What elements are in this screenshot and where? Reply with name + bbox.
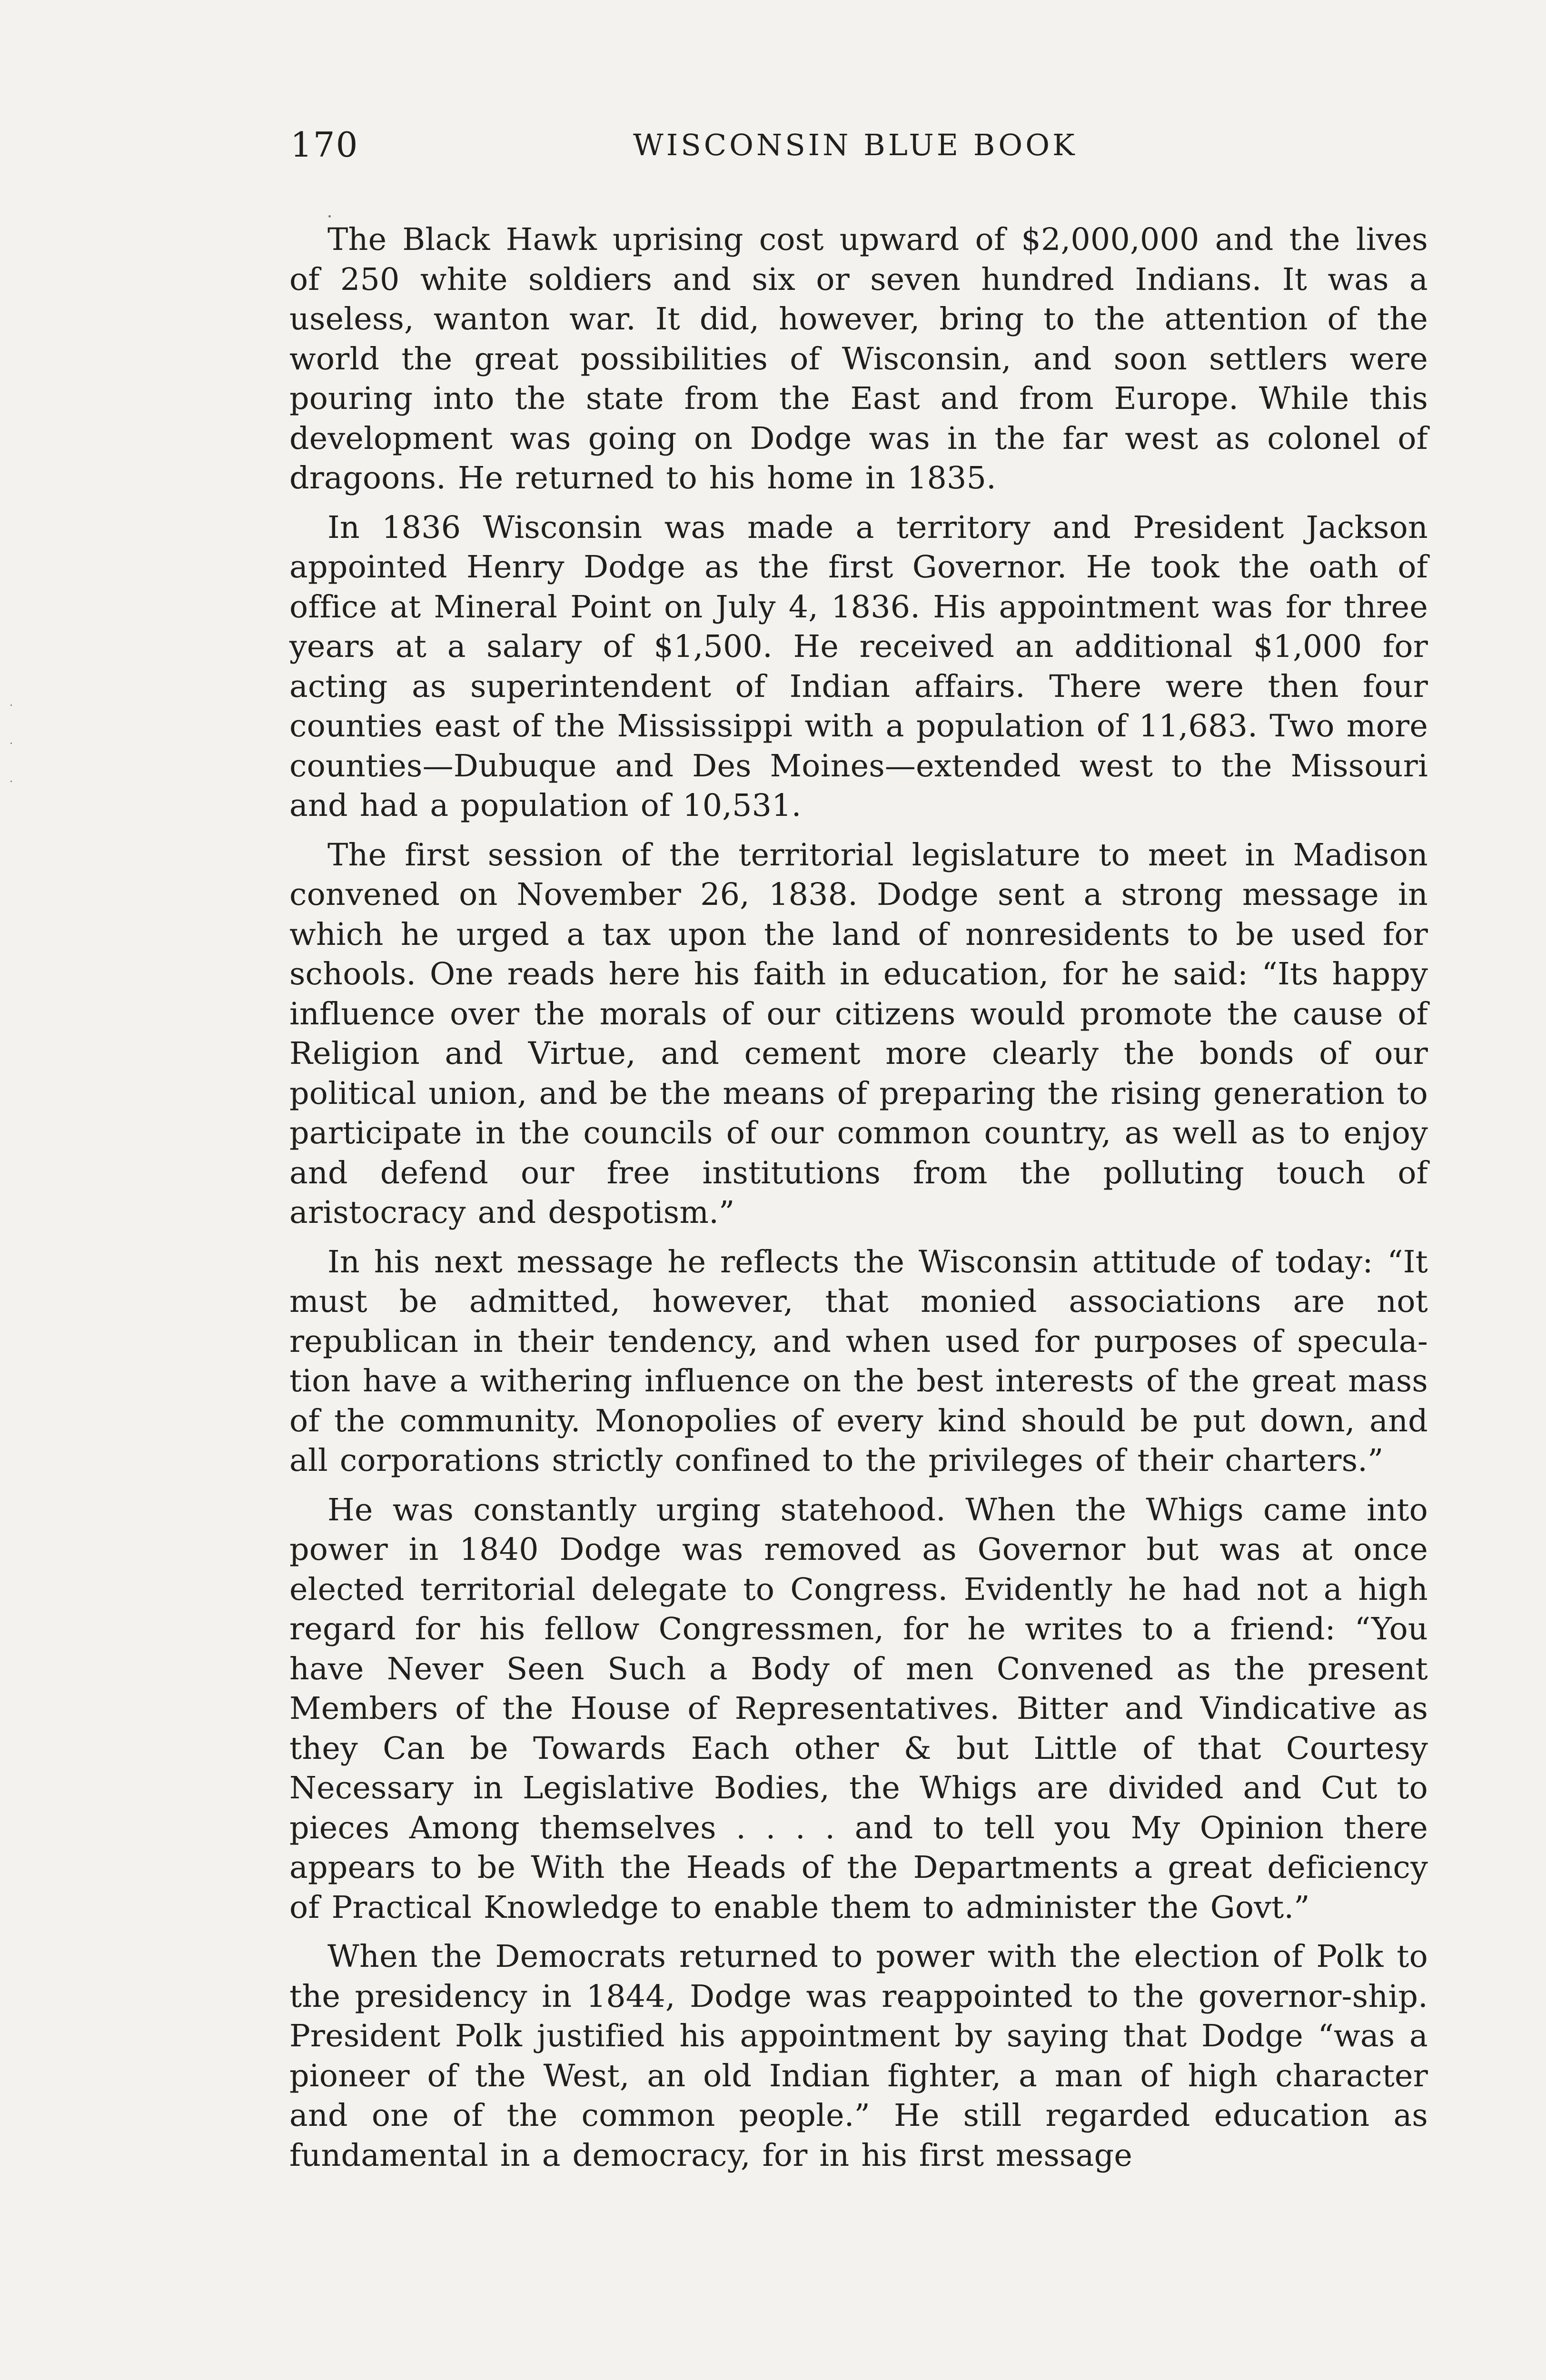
running-title: WISCONSIN BLUE BOOK [633, 128, 1078, 162]
scan-speck [10, 704, 12, 706]
paragraph-black-hawk: The Black Hawk uprising cost upward of $2,000,000 and the lives of 250 white soldiers and six or seven hundred Indians. It was a useless, wanton war. It did, however, bring to the attention of the world the great possibilities of Wisconsin, and soon settlers were pouring into the state from the East and from Europe. While this development was going on Dodge was in the far west as colonel of dragoons. He returned to his home in 1835. [289, 222, 1428, 496]
scan-speck [10, 781, 12, 782]
paragraph-democrats-return: When the Democrats returned to power with the election of Polk to the presidency in 1844, Dodge was reappointed to the governor-ship. President Polk justified his appointment by saying that Dodge “was a pioneer of the West, an old Indian fighter, a man of high character and one of the common people.” He still regarded education as fundamental in a democracy, for in his first message [289, 1939, 1428, 2173]
page-header [290, 125, 1428, 172]
scan-speck [10, 743, 12, 744]
paragraph-next-message: In his next message he reflects the Wisconsin attitude of today: “It must be admitted, however, that monied associations are not republican in their tendency, and when used for purposes of specula-tion have a withering influence on the best interests of the great mass of the community. Monopolies of every kind should be put down, and all corporations strictly confined to the privileges of their charters.” [289, 1244, 1428, 1478]
paragraph-territory: In 1836 Wisconsin was made a territory and President Jackson appointed Henry Dodge as the first Governor. He took the oath of office at Mineral Point on July 4, 1836. His appointment was for three years at a salary of $1,500. He received an additional $1,000 for acting as superintendent of Indian affairs. There were then four counties east of the Mississippi with a population of 11,683. Two more counties—Dubuque and Des Moines—extended west to the Missouri and had a population of 10,531. [289, 509, 1428, 823]
page-number: 170 [290, 125, 359, 165]
paragraph-first-session: The first session of the territorial legislature to meet in Madison convened on November 26, 1838. Dodge sent a strong message in which he urged a tax upon the land of nonresidents to be used for schools. One reads here his faith in education, for he said: “Its happy influence over the morals of our citizens would promote the cause of Religion and Virtue, and cement more clearly the bonds of our political union, and be the means of preparing the rising generation to participate in the councils of our common country, as well as to enjoy and defend our free institutions from the polluting touch of aristocracy and despotism.” [289, 837, 1428, 1230]
body-text [289, 220, 1428, 2185]
scan-speck [328, 215, 331, 218]
paragraph-statehood: He was constantly urging statehood. When the Whigs came into power in 1840 Dodge was removed as Governor but was at once elected territorial delegate to Congress. Evidently he had not a high regard for his fellow Congressmen, for he writes to a friend: “You have Never Seen Such a Body of men Convened as the present Members of the House of Representatives. Bitter and Vindicative as they Can be Towards Each other & but Little of that Courtesy Necessary in Legislative Bodies, the Whigs are divided and Cut to pieces Among themselves . . . . and to tell you My Opinion there appears to be With the Heads of the Departments a great deficiency of Practical Knowledge to enable them to administer the Govt.” [289, 1492, 1428, 1925]
